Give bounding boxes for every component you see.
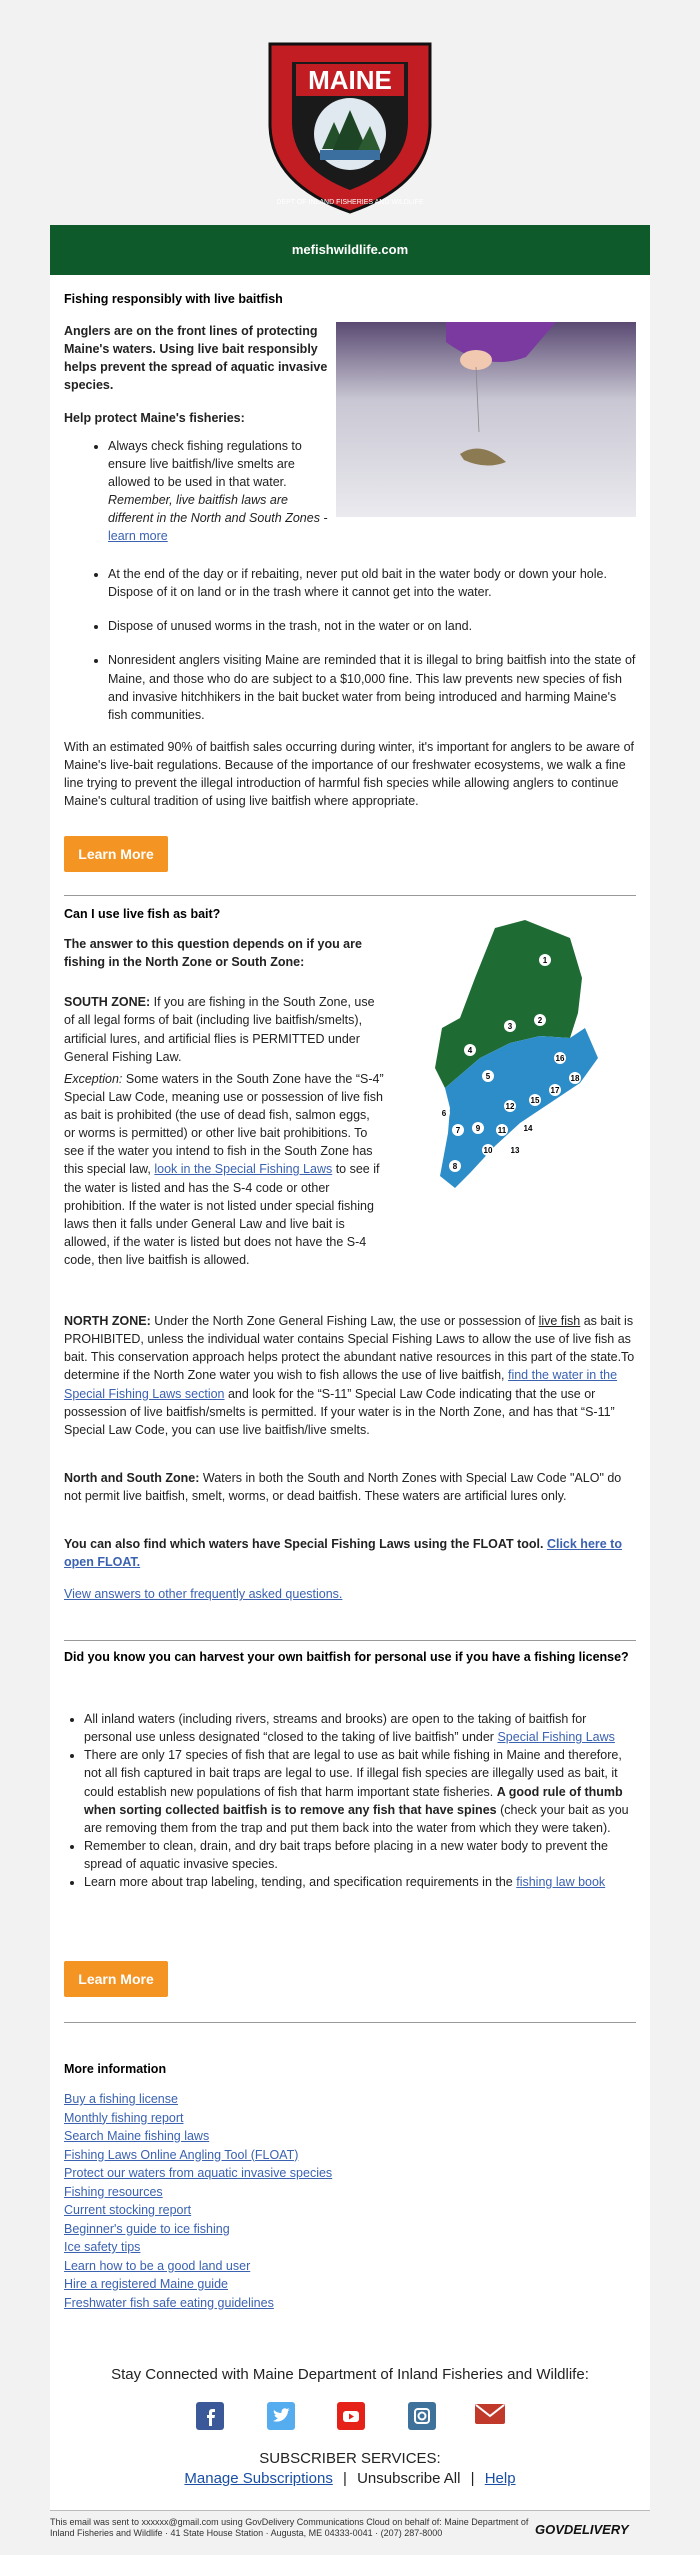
help-link[interactable]: Help bbox=[484, 2470, 516, 2487]
divider bbox=[64, 2022, 636, 2023]
more-info-link[interactable]: Beginner's guide to ice fishing bbox=[64, 2221, 230, 2236]
exception-text: Some waters in the South Zone have the “S-4” Special Law Code, meaning use or possession of live fish as bait is prohibited (the use of dead fish, salmon eggs, or worms is permitted) or other live bait prohibitions. To see if the water you intend to fish in the South Zone has this special law, bbox=[64, 1071, 384, 1177]
twitter-icon[interactable] bbox=[267, 2402, 295, 2430]
maine-ifw-logo bbox=[262, 34, 438, 214]
south-zone-paragraph bbox=[64, 993, 384, 1066]
help-heading: Help protect Maine's fisheries: bbox=[64, 410, 245, 425]
north-zone-text-2: as bait is PROHIBITED, unless the individual water contains Special Fishing Laws to allow the use of live fish as bait. This conservation approach helps protect the abundant native resources in this part of the state.To determine if the North Zone water you wish to fish allows the use of live baitfish, bbox=[64, 1314, 635, 1383]
more-info-link[interactable]: Current stocking report bbox=[64, 2203, 192, 2217]
list-item: • Dispose of unused worms in the trash, not in the water or on land. bbox=[108, 617, 636, 635]
stay-connected-text: Stay Connected with Maine Department of Inland Fisheries and Wildlife: bbox=[111, 2366, 589, 2383]
both-zones-paragraph bbox=[64, 1469, 636, 1505]
north-zone-label: NORTH ZONE: bbox=[64, 1314, 151, 1328]
maine-zone-map bbox=[420, 918, 600, 1218]
list-item: • At the end of the day or if rebaiting, never put old bait in the water body or down your hole. Dispose of it on land or in the trash where it cannot get into the water. bbox=[108, 565, 636, 601]
map-label: 4 bbox=[467, 1046, 473, 1055]
section1-intro-block bbox=[64, 322, 334, 545]
both-zones-text: Waters in both the South and North Zones with Special Law Code "ALO" do not permit live baitfish, smelt, worms, or dead baitfish. These waters are artificial lures only. bbox=[64, 1470, 622, 1503]
more-info-link[interactable]: Search Maine fishing laws bbox=[64, 2129, 210, 2143]
section2-intro: The answer to this question depends on if you are fishing in the North Zone or South Zone: bbox=[64, 937, 362, 970]
bullet-italic: Remember, live baitfish laws are different in the North and South Zones - bbox=[108, 493, 328, 526]
govdelivery-logo: GOVDELIVERY bbox=[535, 2522, 629, 2537]
map-label: 16 bbox=[555, 1054, 565, 1063]
map-label: 2 bbox=[537, 1016, 543, 1025]
more-info-link[interactable]: Protect our waters from aquatic invasive species bbox=[64, 2166, 333, 2180]
more-info-link[interactable]: Ice safety tips bbox=[64, 2240, 141, 2254]
list-item: • Remember to clean, drain, and dry bait traps before placing in a new water body to prevent the spread of aquatic invasive species. bbox=[84, 1837, 636, 1873]
section1-title: Fishing responsibly with live baitfish bbox=[64, 292, 283, 306]
map-label: 11 bbox=[497, 1126, 507, 1135]
map-label: 12 bbox=[505, 1102, 515, 1111]
map-label: 17 bbox=[550, 1086, 560, 1095]
special-fishing-laws-link[interactable]: Special Fishing Laws bbox=[497, 1730, 615, 1745]
more-info-link[interactable]: Learn how to be a good land user bbox=[64, 2258, 251, 2273]
separator: | bbox=[470, 2470, 475, 2487]
map-label: 8 bbox=[452, 1162, 458, 1171]
bullet-text: There are only 17 species of fish that are legal to use as bait while fishing in Maine and therefore, not all fish captured in bait traps are legal to use. If illegal fish species are illegally used as bait, it could establish new populations of fish that harm important state fisheries. bbox=[84, 1748, 622, 1799]
instagram-icon[interactable] bbox=[408, 2402, 436, 2430]
more-info-title: More information bbox=[64, 2062, 167, 2076]
map-label: 3 bbox=[507, 1022, 513, 1031]
faq-paragraph bbox=[64, 1585, 636, 1603]
bullet-text: Learn more about trap labeling, tending, and specification requirements in the bbox=[84, 1875, 513, 1890]
divider bbox=[64, 895, 636, 896]
both-zones-label: North and South Zone: bbox=[64, 1470, 200, 1485]
manage-subscriptions-link[interactable]: Manage Subscriptions bbox=[184, 2470, 333, 2487]
section1-summary: With an estimated 90% of baitfish sales occurring during winter, it's important for anglers to be aware of Maine's live-bait regulations. Because of the importance of our freshwater ecosystems, we walk a fine line trying to prevent the illegal introduction of harmful fish species while allowing anglers to continue Maine's cultural tradition of using live baitfish where appropriate. bbox=[64, 739, 635, 809]
map-label: 13 bbox=[510, 1146, 520, 1155]
site-banner[interactable]: mefishwildlife.com bbox=[50, 225, 650, 275]
special-laws-link[interactable]: look in the Special Fishing Laws bbox=[154, 1162, 333, 1177]
subscriber-services-label: SUBSCRIBER SERVICES: bbox=[259, 2450, 441, 2467]
youtube-icon[interactable] bbox=[337, 2402, 365, 2430]
bullet-text: All inland waters (including rivers, streams and brooks) are open to the taking of baitfish for personal use unless designated “closed to the taking of live baitfish” under bbox=[84, 1712, 587, 1745]
faq-link[interactable]: View answers to other frequently asked questions. bbox=[64, 1587, 343, 1602]
exception-paragraph bbox=[64, 1070, 384, 1269]
learn-more-button[interactable]: Learn More bbox=[64, 836, 168, 872]
map-label: 10 bbox=[483, 1146, 493, 1155]
list-item bbox=[84, 1746, 636, 1837]
section2-intro-block bbox=[64, 935, 384, 1269]
north-zone-text: Under the North Zone General Fishing Law, the use or possession of bbox=[154, 1314, 536, 1328]
facebook-icon[interactable] bbox=[196, 2402, 224, 2430]
separator: | bbox=[343, 2470, 347, 2487]
more-info-link[interactable]: Freshwater fish safe eating guidelines bbox=[64, 2295, 274, 2310]
map-label: 6 bbox=[441, 1109, 447, 1118]
map-label: 9 bbox=[475, 1124, 481, 1133]
logo-ring-text: DEPT OF INLAND FISHERIES AND WILDLIFE bbox=[276, 199, 424, 206]
section1-intro: Anglers are on the front lines of protecting Maine's waters. Using live bait responsibly helps prevent the spread of aquatic invasive species. bbox=[64, 324, 328, 393]
subscriber-links bbox=[0, 2470, 700, 2487]
south-zone-label: SOUTH ZONE: bbox=[64, 995, 151, 1010]
list-item bbox=[84, 1873, 636, 1891]
map-label: 7 bbox=[455, 1126, 461, 1135]
footer-divider bbox=[50, 2510, 650, 2511]
exception-label: Exception: bbox=[64, 1071, 123, 1086]
more-info-link[interactable]: Buy a fishing license bbox=[64, 2092, 178, 2106]
float-paragraph bbox=[64, 1535, 636, 1571]
more-info-link[interactable]: Fishing Laws Online Angling Tool (FLOAT) bbox=[64, 2147, 299, 2162]
map-label: 15 bbox=[530, 1096, 540, 1105]
logo-area bbox=[0, 0, 700, 225]
ice-fishing-photo bbox=[336, 322, 636, 517]
north-zone-block bbox=[64, 1312, 636, 1604]
section3-title: Did you know you can harvest your own baitfish for personal use if you have a fishing license? bbox=[64, 1650, 629, 1664]
map-label: 1 bbox=[542, 956, 548, 965]
list-item: • Nonresident anglers visiting Maine are reminded that it is illegal to bring baitfish into the state of Maine, and those who do are subject to a $10,000 fine. This law prevents new species of fish and invasive hitchhikers in the bait bucket water from being introduced and harming Maine's fish communities. bbox=[108, 651, 636, 724]
north-zone-paragraph bbox=[64, 1312, 636, 1439]
fishing-law-book-link[interactable]: fishing law book bbox=[516, 1875, 606, 1890]
map-label: 18 bbox=[570, 1074, 580, 1083]
south-zone-text: If you are fishing in the South Zone, use of all legal forms of bait (including live baitfish/smelts), artificial lures, and artificial flies is PERMITTED under General Fishing Law. bbox=[64, 995, 375, 1064]
learn-more-button-2[interactable]: Learn More bbox=[64, 1961, 168, 1997]
bullet-text: Always check fishing regulations to ensure live baitfish/live smelts are allowed to be used in that water. bbox=[108, 438, 302, 489]
more-info-link[interactable]: Fishing resources bbox=[64, 2184, 163, 2199]
more-info-link[interactable]: Monthly fishing report bbox=[64, 2110, 184, 2125]
more-info-link[interactable]: Hire a registered Maine guide bbox=[64, 2277, 228, 2291]
list-item bbox=[84, 1710, 636, 1746]
logo-title: MAINE bbox=[308, 65, 392, 95]
email-icon[interactable] bbox=[474, 2398, 506, 2430]
section3-list bbox=[64, 1710, 636, 1891]
float-text: You can also find which waters have Special Fishing Laws using the FLOAT tool. bbox=[64, 1537, 544, 1552]
more-info-links bbox=[64, 2090, 636, 2312]
divider bbox=[64, 1640, 636, 1641]
bullet-bold: A good rule of thumb when sorting collected baitfish is to remove any fish that have spines bbox=[84, 1784, 623, 1817]
map-label: 5 bbox=[485, 1072, 491, 1081]
map-label: 14 bbox=[523, 1124, 533, 1133]
section2-title: Can I use live fish as bait? bbox=[64, 907, 221, 921]
unsubscribe-all-link[interactable]: Unsubscribe All bbox=[357, 2470, 461, 2487]
list-item bbox=[108, 437, 334, 546]
open-float-link[interactable]: Click here to open FLOAT. bbox=[64, 1537, 622, 1570]
north-zone-text-3: and look for the “S-11” Special Law Code indicating that the use or possession of live baitfish/smelts is permitted. If your water is in the North Zone, and has that “S-11” Special Law Code, you can use live baitfish/live smelts. bbox=[64, 1386, 615, 1437]
footer-fine-print: This email was sent to xxxxxx@gmail.com using GovDelivery Communications Cloud on behalf of: Maine Department of Inland Fisheries and Wildlife · 41 State House Station · Augusta, ME 04333-0041 · (207) 287-8000 bbox=[50, 2517, 529, 2538]
live-fish-link[interactable]: live fish bbox=[538, 1314, 581, 1328]
learn-more-link[interactable]: learn more bbox=[108, 529, 168, 544]
section1-list bbox=[64, 565, 636, 810]
bullet-text-end: (check your bait as you are removing them from the trap and put them back into the water from which they were taken). bbox=[84, 1802, 629, 1835]
special-laws-section-link[interactable]: find the water in the Special Fishing Laws section bbox=[64, 1368, 618, 1401]
exception-text-2: to see if the water is listed and has the S-4 code or other prohibition. If the water is not listed under special fishing laws then it falls under General Law and live bait is allowed, if the water is listed but does not have the S-4 code, then live baitfish is allowed. bbox=[64, 1162, 380, 1267]
